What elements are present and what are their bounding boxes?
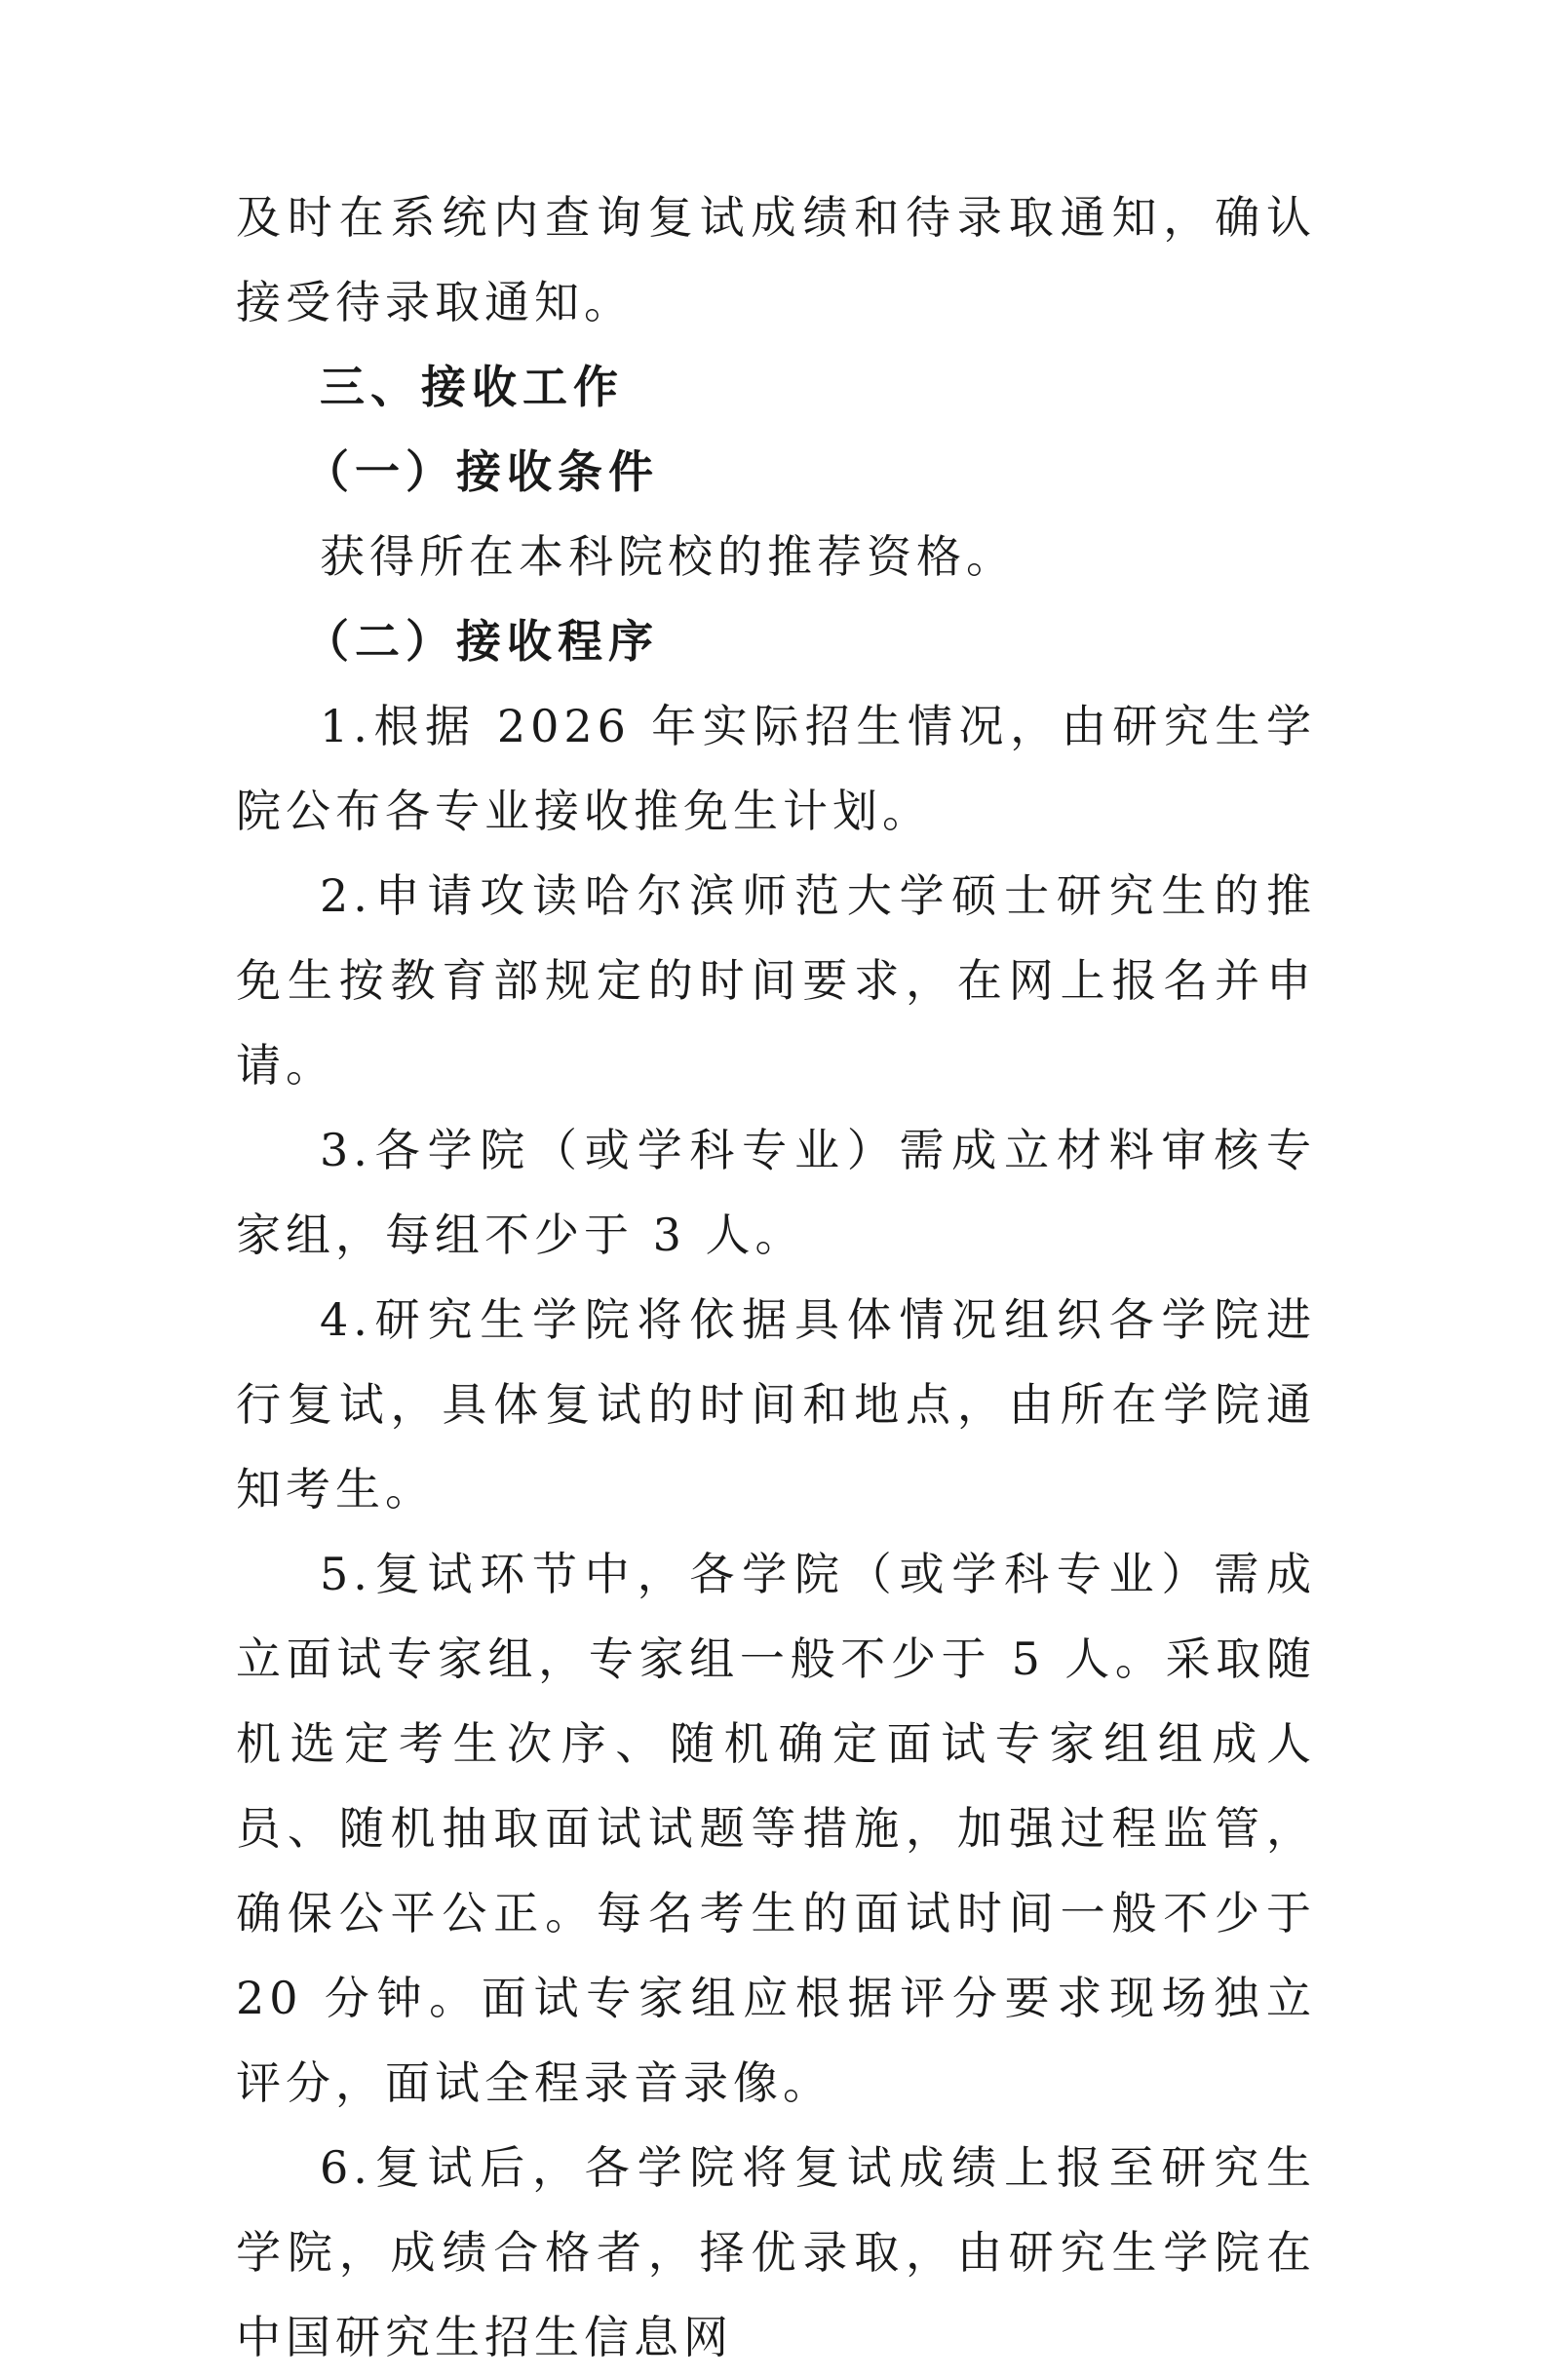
paragraph-procedure-3: 3.各学院（或学科专业）需成立材料审核专家组，每组不少于 3 人。 <box>236 1124 1316 1261</box>
subsection-heading-conditions: （一）接收条件 <box>304 445 659 498</box>
document-body <box>236 175 1316 2380</box>
paragraph-conditions: 获得所在本科院校的推荐资格。 <box>320 530 1016 583</box>
paragraph-procedure-1: 1.根据 2026 年实际招生情况，由研究生学院公布各专业接收推免生计划。 <box>236 700 1316 837</box>
paragraph-procedure-4: 4.研究生学院将依据具体情况组织各学院进行复试，具体复试的时间和地点，由所在学院通知考生。 <box>236 1293 1316 1516</box>
subsection-heading-procedure: （二）接收程序 <box>304 615 659 668</box>
paragraph-procedure-5: 5.复试环节中，各学院（或学科专业）需成立面试专家组，专家组一般不少于 5 人。采取随机选定考生次序、随机确定面试专家组组成人员、随机抽取面试试题等措施，加强过程监管，确保公平公正。每名考生的面试时间一般不少于 20 分钟。面试专家组应根据评分要求现场独立评分，面试全程录音录像。 <box>236 1548 1316 2109</box>
paragraph-procedure-6: 6.复试后，各学院将复试成绩上报至研究生学院，成绩合格者，择优录取，由研究生学院在中国研究生招生信息网 <box>236 2141 1316 2363</box>
paragraph-continuation: 及时在系统内查询复试成绩和待录取通知，确认接受待录取通知。 <box>236 191 1316 328</box>
section-heading-receiving-work: 三、接收工作 <box>320 361 624 413</box>
paragraph-procedure-2: 2.申请攻读哈尔滨师范大学硕士研究生的推免生按教育部规定的时间要求，在网上报名并申请。 <box>236 869 1316 1092</box>
